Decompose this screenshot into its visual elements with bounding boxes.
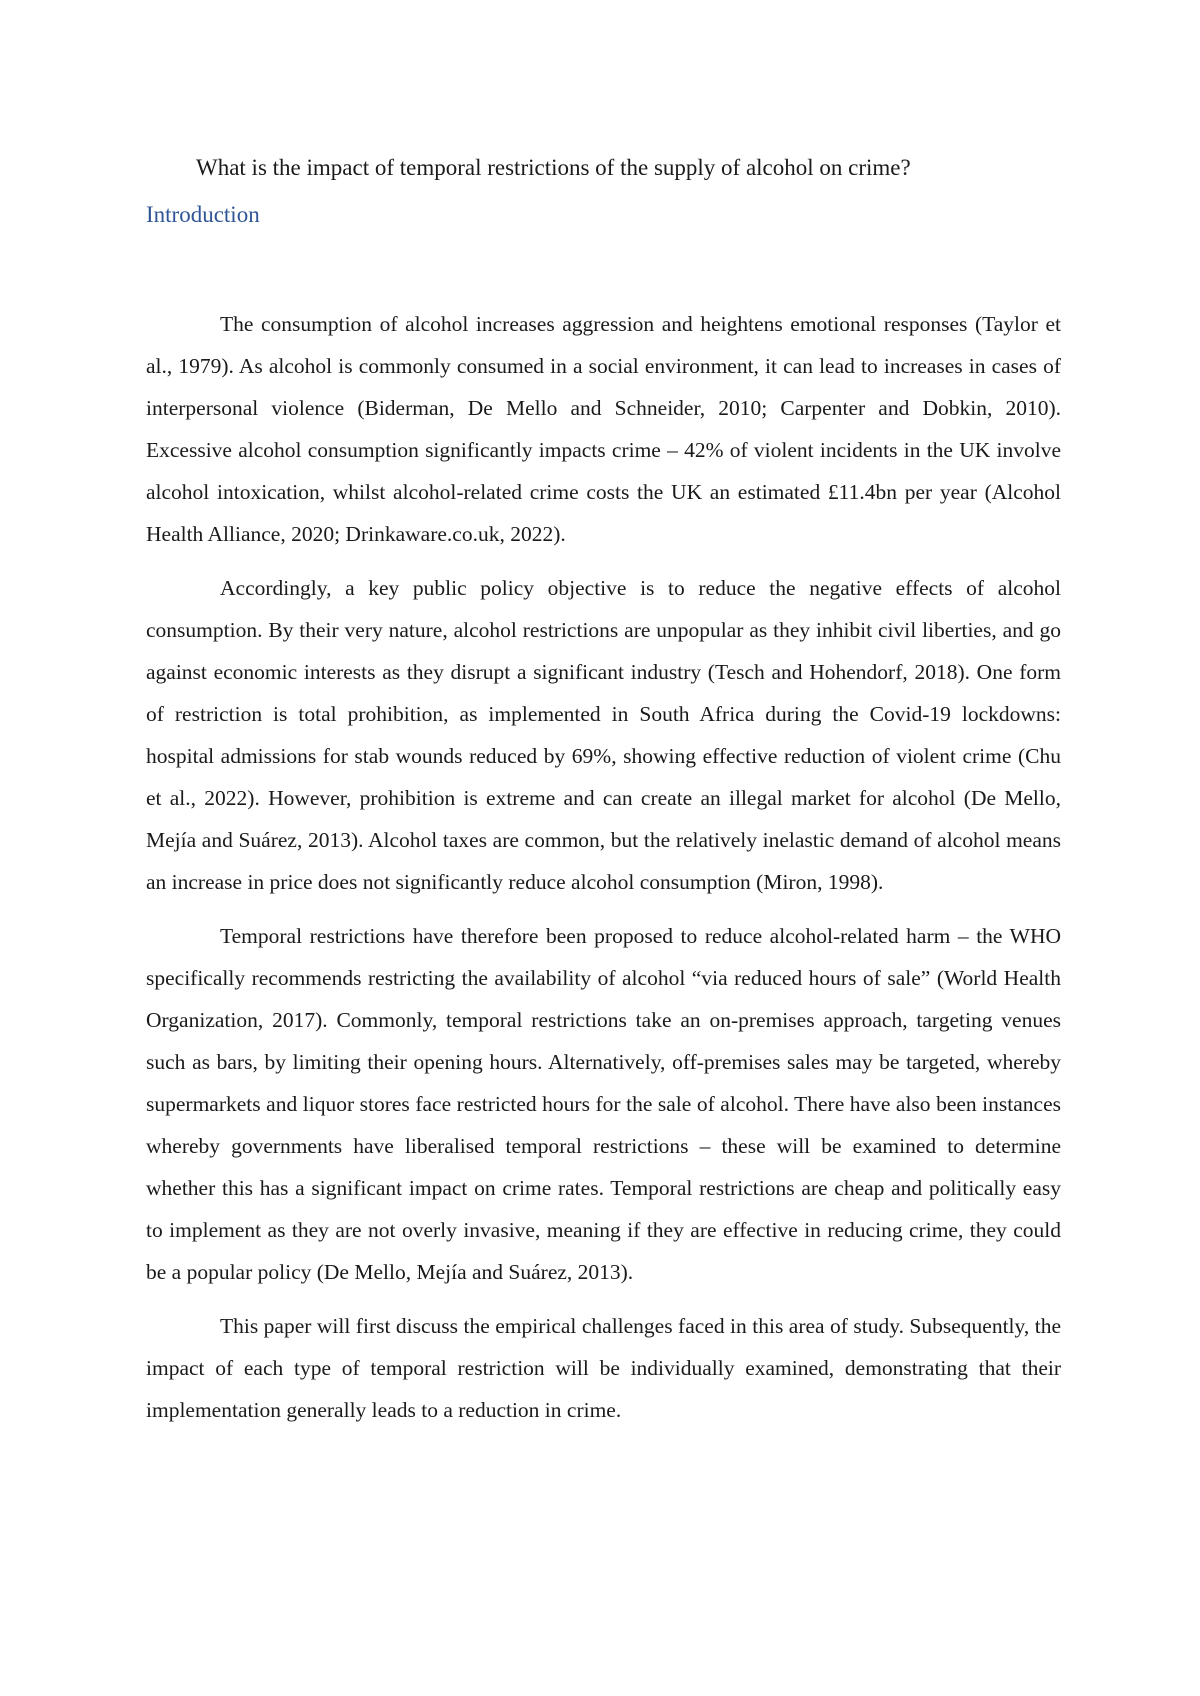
paragraph-4: This paper will first discuss the empirical challenges faced in this area of study. Subsequently, the impact of each type of temporal restriction will be individually examined, demonstrating that their implementation generally leads to a reduction in crime.: [146, 1314, 1061, 1422]
section-heading-introduction: Introduction: [146, 202, 260, 227]
document-body: [146, 303, 1061, 1443]
paragraph-2: Accordingly, a key public policy objective is to reduce the negative effects of alcohol consumption. By their very nature, alcohol restrictions are unpopular as they inhibit civil liberties, and go against economic interests as they disrupt a significant industry (Tesch and Hohendorf, 2018). One form of restriction is total prohibition, as implemented in South Africa during the Covid-19 lockdowns: hospital admissions for stab wounds reduced by 69%, showing effective reduction of violent crime (Chu et al., 2022). However, prohibition is extreme and can create an illegal market for alcohol (De Mello, Mejía and Suárez, 2013). Alcohol taxes are common, but the relatively inelastic demand of alcohol means an increase in price does not significantly reduce alcohol consumption (Miron, 1998).: [146, 576, 1061, 894]
document-title: What is the impact of temporal restrictions of the supply of alcohol on crime?: [196, 155, 911, 180]
paragraph-1: The consumption of alcohol increases aggression and heightens emotional responses (Taylor et al., 1979). As alcohol is commonly consumed in a social environment, it can lead to increases in cases of interpersonal violence (Biderman, De Mello and Schneider, 2010; Carpenter and Dobkin, 2010). Excessive alcohol consumption significantly impacts crime – 42% of violent incidents in the UK involve alcohol intoxication, whilst alcohol-related crime costs the UK an estimated £11.4bn per year (Alcohol Health Alliance, 2020; Drinkaware.co.uk, 2022).: [146, 312, 1061, 546]
paragraph-3: Temporal restrictions have therefore been proposed to reduce alcohol-related harm – the WHO specifically recommends restricting the availability of alcohol “via reduced hours of sale” (World Health Organization, 2017). Commonly, temporal restrictions take an on-premises approach, targeting venues such as bars, by limiting their opening hours. Alternatively, off-premises sales may be targeted, whereby supermarkets and liquor stores face restricted hours for the sale of alcohol. There have also been instances whereby governments have liberalised temporal restrictions – these will be examined to determine whether this has a significant impact on crime rates. Temporal restrictions are cheap and politically easy to implement as they are not overly invasive, meaning if they are effective in reducing crime, they could be a popular policy (De Mello, Mejía and Suárez, 2013).: [146, 924, 1061, 1284]
